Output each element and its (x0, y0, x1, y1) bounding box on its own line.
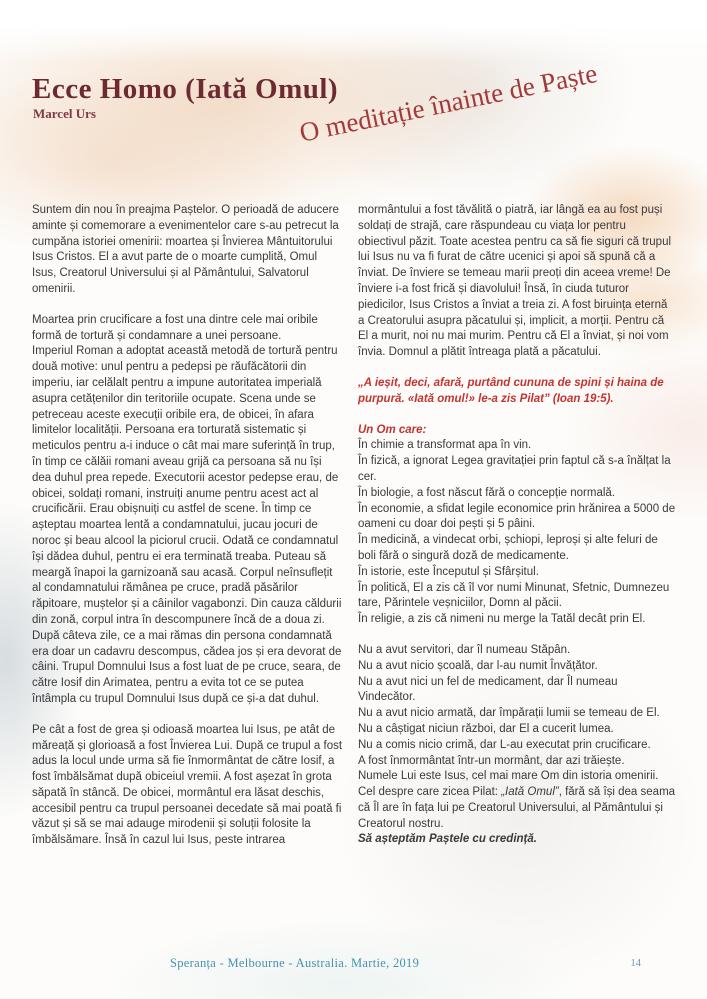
om-care-line: În istorie, este Începutul și Sfârșitul. (358, 565, 539, 578)
name-line-post: , fără să își dea seama că Îl are în fața lui pe Creatorul Universului, al Pământului și Creatorul nostru. (358, 786, 676, 830)
blank-line (358, 628, 676, 643)
statement-line: Nu a avut nicio școală, dar l-au numit Învățător. (358, 659, 598, 672)
om-care-line: În religie, a zis că nimeni nu merge la Tatăl decât prin El. (358, 613, 646, 626)
diagonal-subtitle: O meditație înainte de Paște (296, 57, 600, 148)
closing-line: Să așteptăm Paștele cu credință. (358, 833, 537, 846)
paragraph-crucifixion-intro: Moartea prin crucificare a fost una dintre cele mai oribile formă de tortură și condamnare a unei persoane. (32, 313, 318, 342)
statement-line: Nu a câștigat niciun război, dar El a cucerit lumea. (358, 722, 614, 735)
paragraph-resurrection: Pe cât a fost de grea și odioasă moartea lui Isus, pe atât de măreață și glorioasă a fost Învierea Lui. După ce trupul a fost adus la locul unde urma să fie înmormântat de către Iosif, a fost îmbălsămat după obiceiul vremii. A fost așezat în grota săpată în stâncă. De obicei, mormântul era lăsat deschis, accesibil pentru ca trupul persoanei decedate să mai poată fi văzut și să se mai adauge mirodenii și soluții folosite la îmbălsămare. Însă în cazul lui Isus, peste intrarea (32, 723, 343, 847)
page-title: Ecce Homo (Iată Omul) (32, 73, 339, 106)
statement-line: Nu a avut nici un fel de medicament, dar Îl numeau Vindecător. (358, 675, 618, 704)
paragraph-intro: Suntem din nou în preajma Paștelor. O perioadă de aducere aminte și comemorare a evenimentelor care s-au petrecut la cumpăna istoriei omenirii: moartea și Învierea Mântuitorului Isus Cristos. El a avut parte de o moarte cumplită, Omul Isus, Creatorul Universului și al Pământului, Salvatorul omenirii. (32, 204, 339, 295)
om-care-line: În biologie, a fost născut fără o concepție normală. (358, 486, 615, 499)
statement-line: Nu a comis nicio crimă, dar L-au executat prin crucificare. (358, 738, 651, 751)
name-line-pre: Numele Lui este Isus, cel mai mare Om din istoria omenirii. Cel despre care zicea Pilat: (358, 770, 659, 799)
name-line (358, 769, 676, 832)
author-name: Marcel Urs (33, 106, 96, 121)
om-care-line: În economie, a sfidat legile economice prin hrănirea a 5000 de oameni cu doar doi pești și 5 pâini. (358, 502, 676, 531)
statement-line: Nu a avut nicio armată, dar împărații lumii se temeau de El. (358, 707, 660, 720)
scripture-quote: „A ieșit, deci, afară, purtând cununa de spini și haina de purpură. «Iată omul!» le-a zis Pilat” (Ioan 19:5). (358, 376, 664, 405)
right-column (358, 203, 676, 948)
om-care-line: În politică, El a zis că îl vor numi Minunat, Sfetnic, Dumnezeu tare, Părintele veșniciilor, Domn al păcii. (358, 581, 670, 610)
om-care-line: În medicină, a vindecat orbi, șchiopi, leproși și alte feluri de boli fără o singură doză de medicamente. (358, 534, 658, 562)
name-line-quote: „Iată Omul” (501, 786, 559, 799)
page-number: 14 (630, 958, 641, 969)
paragraph-roman-empire: Imperiul Roman a adoptat această metodă de tortură pentru două motive: unul pentru a pedepsi pe răufăcătorii din imperiu, iar celălalt pentru a impune autoritatea imperială asupra cetățenilor din teritoriile ocupate. Scena unde se petreceau aceste execuții oribile era, de obicei, în afara limitelor localității. Persoana era torturată sistematic și meticulos pentru a-i induce o cât mai mare suferință în trup, în timp ce călăii romani aveau grijă ca persoana să nu își dea duhul prea repede. Executorii acestor pedepse erau, de obicei, soldați romani, instruiți anume pentru acest act al crucificării. Erau obișnuiți cu astfel de scene. În timp ce așteptau moartea lentă a condamnatului, jucau jocuri de noroc și beau alcool la piciorul crucii. Odată ce condamnatul își dădea duhul, pentru ei era terminată treaba. Puteau să meargă înapoi la garnizoană sau acasă. Corpul neînsuflețit al condamnatului rămânea pe cruce, pradă păsărilor răpitoare, muștelor și a câinilor vagabonzi. Din cauza căldurii din zonă, corpul intra în descompunere încă de a doua zi. După câteva zile, ce a mai rămas din persona condamnată era doar un cadavru descompus, cădea jos și era devorat de câini. Trupul Domnului Isus a fost luat de pe cruce, seara, de către Iosif din Arimatea, pentru a evita tot ce se putea întâmpla cu trupul Domnului Isus după ce și-a dat duhul. (32, 345, 342, 705)
om-care-line: În fizică, a ignorat Legea gravitației prin faptul că s-a înălțat la cer. (358, 455, 671, 483)
paragraph-tomb: mormântului a fost tăvălită o piatră, iar lângă ea au fost puși soldați de strajă, care răspundeau cu viața lor pentru obiectivul păzit. Toate acestea pentru ca să fie siguri că trupul lui Isus nu va fi furat de către ucenici și apoi să spună că a înviat. De înviere se temeau marii preoți din aceea vreme! De înviere i-a fost frică și diavolului! Însă, în ciuda tuturor piedicilor, Isus Cristos a înviat a treia zi. A fost biruința eternă a Creatorului asupra păcatului și, implicit, a morții. Pentru că El a murit, noi nu mai murim. Pentru că El a înviat, și noi vom învia. Domnul a plătit întreaga plată a păcatului. (358, 204, 672, 359)
statement-line: Nu a avut servitori, dar îl numeau Stăpân. (358, 643, 571, 656)
footer-publication: Speranța - Melbourne - Australia. Martie, 2019 (170, 956, 420, 970)
om-care-line: În chimie a transformat apa în vin. (358, 439, 532, 452)
article-body (32, 203, 676, 948)
list-heading: Un Om care: (358, 423, 427, 436)
left-column (32, 203, 343, 948)
statement-line: A fost înmormântat într-un mormânt, dar azi trăiește. (358, 754, 625, 767)
